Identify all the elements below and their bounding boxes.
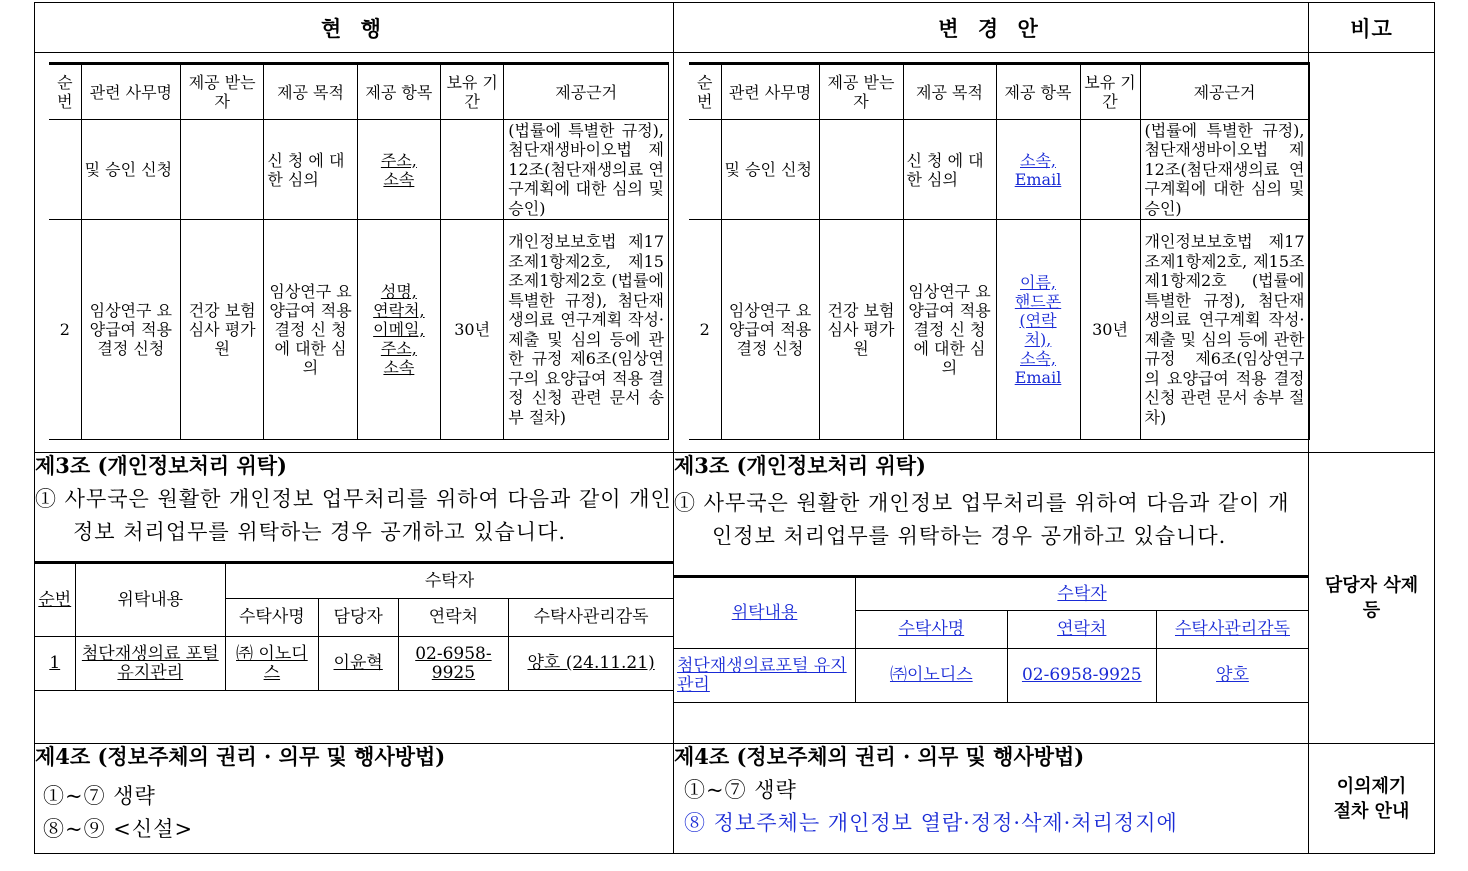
current-trust-table: 순번 위탁내용 수탁자 수탁사명 담당자 연락처 수탁사관리감독 1 첨단재생의료 포털 유지관리 ㈜ 이노디스 이윤혁 02-6958-9925 양호 (24.11.21) — [35, 561, 673, 691]
table-row: 2 임상연구 요양급여 적용 결정 신청 건강 보험 심사 평가원 임상연구 요양급여 적용 결정 신 청 에 대한 심의 성명, 연락처, 이메일, 주소, 소속 30년 개인정보보호법 제17조제1항제2호, 제15조제1항제2호 (법률에 특별한 규정), 첨단재생의료 연구계획 작성·제출 및 심의 등에 관한 규정 제6조(임상연구의 요양급여 적용 결정 신청 관련 문서 송부 절차) — [49, 220, 669, 440]
col-purpose: 제공 목적 — [903, 64, 996, 120]
table-row: 및 승인 신청 신 청 에 대한 심의 소속, Email (법률에 특별한 규정), 첨단재생바이오법 제12조(첨단재생의료 연구계획에 대한 심의 및 승인) — [689, 120, 1309, 220]
col-purpose: 제공 목적 — [264, 64, 357, 120]
col-basis: 제공근거 — [504, 64, 669, 120]
col-basis: 제공근거 — [1140, 64, 1309, 120]
note-article3: 담당자 삭제 등 — [1309, 453, 1435, 744]
current-provision-cell — [35, 53, 674, 453]
proposed-article3: 제3조 (개인정보처리 위탁) ① 사무국은 원활한 개인정보 업무처리를 위하여 다음과 같이 개인정보 처리업무를 위탁하는 경우 공개하고 있습니다. 위탁내용 수탁자 수탁사명 연락처 수탁사관리감독 첨단재생의료포털 유지관리 ㈜이노디스 02-6958-9925 양호 — [674, 453, 1309, 744]
article3-title: 제3조 (개인정보처리 위탁) — [35, 453, 287, 478]
table-row: 첨단재생의료포털 유지관리 ㈜이노디스 02-6958-9925 양호 — [674, 649, 1308, 703]
table-row: 1 첨단재생의료 포털 유지관리 ㈜ 이노디스 이윤혁 02-6958-9925 양호 (24.11.21) — [35, 637, 673, 691]
current-article3 — [35, 453, 674, 744]
note-empty-cell — [1309, 53, 1435, 453]
col-num: 순번 — [689, 64, 721, 120]
proposed-provision-cell — [674, 53, 1309, 453]
col-recipient: 제공 받는자 — [181, 64, 264, 120]
current-header: 현 행 — [35, 3, 674, 53]
col-num: 순번 — [49, 64, 81, 120]
col-office: 관련 사무명 — [81, 64, 180, 120]
col-items: 제공 항목 — [357, 64, 440, 120]
proposed-provision-table — [689, 62, 1310, 440]
proposed-header: 변 경 안 — [674, 3, 1309, 53]
current-article4: 제4조 (정보주체의 권리 · 의무 및 행사방법) ①~⑦ 생략 ⑧~⑨ <신설> — [35, 744, 674, 854]
note-header: 비고 — [1309, 3, 1435, 53]
col-period: 보유 기간 — [1080, 64, 1140, 120]
col-recipient: 제공 받는자 — [819, 64, 903, 120]
current-provision-table — [49, 62, 669, 440]
article3-paragraph: ① 사무국은 원활한 개인정보 업무처리를 위하여 다음과 같이 개인정보 처리업무를 위탁하는 경우 공개하고 있습니다. — [35, 487, 672, 544]
note-article4: 이의제기 절차 안내 — [1309, 744, 1435, 854]
col-items: 제공 항목 — [996, 64, 1080, 120]
proposed-article4: 제4조 (정보주체의 권리 · 의무 및 행사방법) ①~⑦ 생략 ⑧ 정보주체는 개인정보 열람·정정·삭제·처리정지에 — [674, 744, 1309, 854]
proposed-trust-table: 위탁내용 수탁자 수탁사명 연락처 수탁사관리감독 첨단재생의료포털 유지관리 ㈜이노디스 02-6958-9925 양호 — [674, 575, 1308, 703]
article4-title: 제4조 (정보주체의 권리 · 의무 및 행사방법) — [35, 744, 446, 769]
col-period: 보유 기간 — [441, 64, 504, 120]
comparison-table — [34, 2, 1435, 854]
col-office: 관련 사무명 — [721, 64, 819, 120]
table-row: 2 임상연구 요양급여 적용 결정 신청 건강 보험 심사 평가원 임상연구 요양급여 적용 결정 신 청 에 대한 심의 이름, 핸드폰 (연락 처), 소속, Email 30년 개인정보보호법 제17조제1항제2호, 제15조제1항제2호 (법률에 특별한 규정), 첨단재생의료 연구계획 작성·제출 및 심의 등에 관한 규정 제6조(임상연구의 요양급여 적용 결정 신청 관련 문서 송부 절차) — [689, 220, 1309, 440]
table-row: 및 승인 신청 신 청 에 대한 심의 주소, 소속 (법률에 특별한 규정), 첨단재생바이오법 제12조(첨단재생의료 연구계획에 대한 심의 및 승인) — [49, 120, 669, 220]
